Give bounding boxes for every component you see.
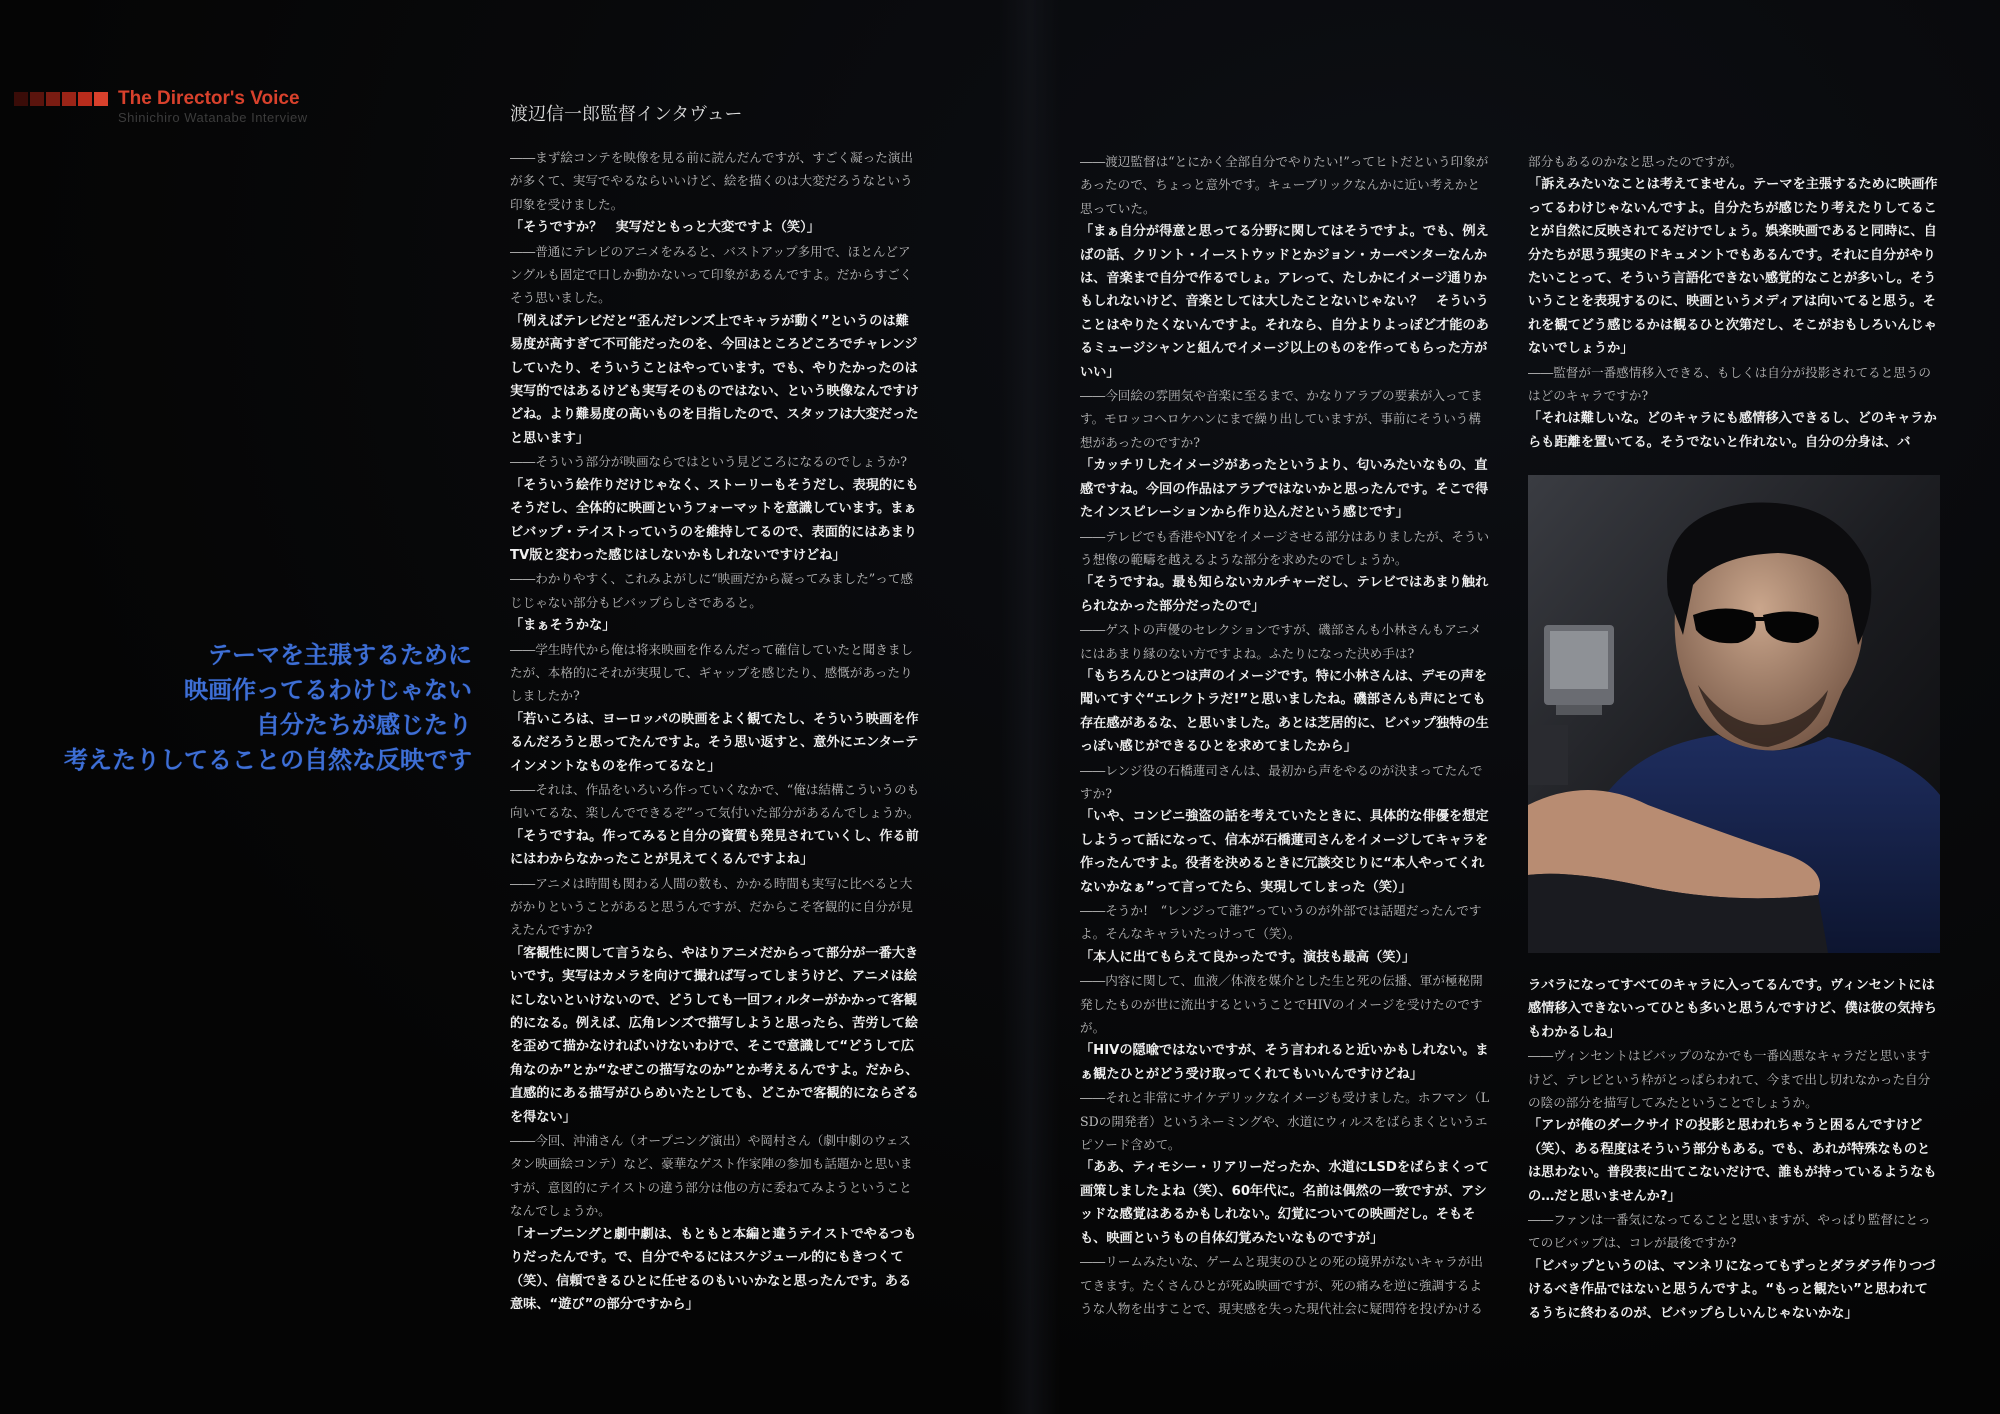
pull-quote <box>32 638 472 778</box>
interviewer-question: ――今回、沖浦さん（オープニング演出）や岡村さん（劇中劇のウェスタン映画絵コンテ）など、豪華なゲスト作家陣の参加も話題かと思いますが、意図的にテイストの違う部分は他の方に委ねてみようということなんでしょうか。 <box>510 1133 913 1219</box>
interviewer-question: ――リームみたいな、ゲームと現実のひとの死の境界がないキャラが出てきます。たくさんひとが死ぬ映画ですが、死の痛みを逆に強調するような人物を出すことで、現実感を失った現代社会に疑問符を投げかける <box>1080 1254 1483 1316</box>
interviewer-question: ――テレビでも香港やNYをイメージさせる部分はありましたが、そういう想像の範疇を越えるような部分を求めたのでしょうか。 <box>1080 528 1490 567</box>
director-answer: 「訴えみたいなことは考えてません。テーマを主張するために映画作ってるわけじゃないんですよ。自分たちが感じたり考えたりしてることが自然に反映されてるだけでしょう。娯楽映画であると同時に、自分たちが思う現実のドキュメントでもあるんです。それに自分がやりたいことって、そういう言語化できない感覚的なことが多いし。そういうことを表現するのに、映画というメディアは向いてると思う。それを観てどう感じるかは観るひと次第だし、そこがおもしろいんじゃないでしょうか」 <box>1528 177 1938 357</box>
header-square <box>78 92 92 106</box>
director-answer: 「いや、コンビニ強盗の話を考えていたときに、具体的な俳優を想定しようって話になって、信本が石橋蓮司さんをイメージしてキャラを作ったんですよ。役者を決めるときに冗談交じりに“本人やってくれないかなぁ”って言ってたら、実現してしまった（笑）」 <box>1080 809 1489 895</box>
interviewer-question: ――ゲストの声優のセレクションですが、磯部さんも小林さんもアニメにはあまり縁のない方ですよね。ふたりになった決め手は? <box>1080 622 1482 661</box>
interviewer-question: ――そうか! “レンジって誰?”っていうのが外部では話題だったんですよ。そんなキャラいたっけって（笑）。 <box>1080 903 1482 942</box>
header-square <box>94 92 108 106</box>
section-title: The Director's Voice <box>118 88 300 109</box>
article-column-3 <box>1528 150 1940 454</box>
pull-quote-line: 考えたりしてることの自然な反映です <box>64 746 472 774</box>
director-answer: 「客観性に関して言うなら、やはりアニメだからって部分が一番大きいです。実写はカメラを向けて撮れば写ってしまうけど、アニメは絵にしないといけないので、どうしても一回フィルターがかかって客観的になる。例えば、広角レンズで描写しようと思ったら、苦労して絵を歪めて描かなければいけないわけで、そこで意識して“どうして広角なのか”とか“なぜこの描写なのか”とか考えるんですよ。だから、直感的にある描写がひらめいたとしても、どこかで客観的にならざるを得ない」 <box>510 945 919 1125</box>
interviewer-question: 部分もあるのかなと思ったのですが。 <box>1528 154 1743 169</box>
header-square <box>46 92 60 106</box>
interviewer-question: ――渡辺監督は“とにかく全部自分でやりたい!”ってヒトだという印象があったので、ちょっと意外です。キューブリックなんかに近い考えかと思っていた。 <box>1080 154 1489 216</box>
interviewer-question: ――ファンは一番気になってることと思いますが、やっぱり監督にとってのビバップは、コレが最後ですか? <box>1528 1212 1931 1251</box>
interviewer-question: ――普通にテレビのアニメをみると、バストアップ多用で、ほとんどアングルも固定で口しか動かないって印象があるんですよ。だからすごくそう思いました。 <box>510 243 913 306</box>
page-gutter <box>1000 0 1060 1414</box>
interviewer-question: ――それは、作品をいろいろ作っていくなかで、“俺は結構こういうのも向いてるな、楽しんでできるぞ”って気付いた部分があるんでしょうか。 <box>510 781 920 821</box>
interviewer-question: ――まず絵コンテを映像を見る前に読んだんですが、すごく凝った演出が多くて、実写でやるならいいけど、絵を描くのは大変だろうなという印象を受けました。 <box>510 150 913 212</box>
director-answer: 「カッチリしたイメージがあったというより、匂いみたいなもの、直感ですね。今回の作品はアラブではないかと思ったんです。そこで得たインスピレーションから作り込んだという感じです」 <box>1080 458 1489 521</box>
director-photo-illustration <box>1528 475 1940 953</box>
article-title: 渡辺信一郎監督インタヴュー <box>510 104 743 125</box>
pull-quote-line: 映画作ってるわけじゃない <box>184 676 472 704</box>
director-answer: 「アレが俺のダークサイドの投影と思われちゃうと困るんですけど（笑）、ある程度はそういう部分もある。でも、あれが特殊なものとは思わない。普段表に出てこないだけで、誰もが持っているようなもの…だと思いませんか?」 <box>1528 1118 1937 1204</box>
header-square <box>14 92 28 106</box>
interviewer-question: ――内容に関して、血液／体液を媒介とした生と死の伝播、軍が極秘開発したものが世に流出するということでHIVのイメージを受けたのですが。 <box>1080 973 1483 1036</box>
director-answer: 「それは難しいな。どのキャラにも感情移入できるし、どのキャラからも距離を置いてる。そうでないと作れない。自分の分身は、バ <box>1528 411 1937 450</box>
interviewer-question: ――ヴィンセントはビバップのなかでも一番凶悪なキャラだと思いますけど、テレビという枠がとっぱらわれて、今まで出し切れなかった自分の陰の部分を描写してみたということでしょうか。 <box>1528 1048 1931 1111</box>
director-answer: 「そうですか？ 実写だともっと大変ですよ（笑）」 <box>510 220 820 236</box>
interviewer-question: ――そういう部分が映画ならではという見どころになるのでしょうか? <box>510 454 908 470</box>
pull-quote-line: 自分たちが感じたり <box>256 711 472 739</box>
interviewer-question: ――アニメは時間も関わる人間の数も、かかる時間も実写に比べると大がかりということがあると思うんですが、だからこそ客観的に自分が見えたんですか? <box>510 875 913 938</box>
interviewer-question: ――今回絵の雰囲気や音楽に至るまで、かなりアラブの要素が入ってます。モロッコへロケハンにまで繰り出していますが、事前にそういう構想があったのですか? <box>1080 388 1483 450</box>
header-square <box>30 92 44 106</box>
director-answer: 「まぁ自分が得意と思ってる分野に関してはそうですよ。でも、例えばの話、クリント・イーストウッドとかジョン・カーペンターなんかは、音楽まで自分で作るでしょ。アレって、たしかにイメージ通りかもしれないけど、音楽としては大したことないじゃない？ そういうことはやりたくないんですよ。それなら、自分よりよっぽど才能のあるミュージシャンと組んでイメージ以上のものを作ってもらった方がいい」 <box>1080 224 1489 380</box>
interviewer-question: ――学生時代から俺は将来映画を作るんだって確信していたと聞きましたが、本格的にそれが実現して、ギャップを感じたり、感慨があったりしましたか? <box>510 641 913 704</box>
director-answer: 「オープニングと劇中劇は、もともと本編と違うテイストでやるつもりだったんです。で、自分でやるにはスケジュール的にもきつくて（笑）、信頼できるひとに任せるのもいいかなと思ったんです。ある意味、“遊び”の部分ですから」 <box>510 1226 917 1312</box>
director-answer: 「HIVの隠喩ではないですが、そう言われると近いかもしれない。まぁ観たひとがどう受け取ってくれてもいいんですけどね」 <box>1080 1043 1489 1082</box>
director-answer: 「もちろんひとつは声のイメージです。特に小林さんは、デモの声を聞いてすぐ“エレクトラだ!”と思いましたね。磯部さんも声にとても存在感があるな、と思いました。あとは芝居的に、ビバップ独特の生っぽい感じができるひとを求めてましたから」 <box>1080 668 1489 755</box>
section-subtitle: Shinichiro Watanabe Interview <box>118 110 308 125</box>
director-answer: 「若いころは、ヨーロッパの映画をよく観てたし、そういう映画を作るんだろうと思ってたんですよ。そう思い返すと、意外にエンターテインメントなものを作ってるなと」 <box>510 711 919 774</box>
article-column-1 <box>510 146 920 1316</box>
director-photo <box>1528 475 1940 953</box>
pull-quote-line: テーマを主張するために <box>208 641 472 669</box>
article-column-2 <box>1080 150 1490 1320</box>
header-squares <box>14 92 110 106</box>
director-answer: 「例えばテレビだと“歪んだレンズ上でキャラが動く”というのは難易度が高すぎて不可能だったのを、今回はところどころでチャレンジしていたり、そういうことはやっています。でも、やりたかったのは実写的ではあるけども実写そのものではない、という映像なんですけどね。より難易度の高いものを目指したので、スタッフは大変だったと思います」 <box>510 313 919 446</box>
director-answer: 「そうですね。最も知らないカルチャーだし、テレビではあまり触れられなかった部分だったので」 <box>1080 575 1489 614</box>
director-answer: 「ああ、ティモシー・リアリーだったか、水道にLSDをばらまくって画策しましたよね（笑）、60年代に。名前は偶然の一致ですが、アシッドな感覚はあるかもしれない。幻覚についての映画だし。そもそも、映画というもの自体幻覚みたいなものですが」 <box>1080 1160 1489 1246</box>
article-column-3-continued <box>1528 974 1940 1325</box>
header-square <box>62 92 76 106</box>
section-header <box>14 90 374 130</box>
director-answer: 「そうですね。作ってみると自分の資質も発見されていくし、作る前にはわからなかったことが見えてくるんですよね」 <box>510 828 919 868</box>
director-answer: 「本人に出てもらえて良かったです。演技も最高（笑）」 <box>1080 949 1416 965</box>
interviewer-question: ――わかりやすく、これみよがしに“映画だから凝ってみました”って感じじゃない部分もビバップらしさであると。 <box>510 571 914 610</box>
interviewer-question: ――それと非常にサイケデリックなイメージも受けました。ホフマン（LSDの開発者）というネーミングや、水道にウィルスをばらまくというエピソード含めて。 <box>1080 1090 1490 1153</box>
director-answer: 「まぁそうかな」 <box>510 618 616 634</box>
director-answer: 「そういう絵作りだけじゃなく、ストーリーもそうだし、表現的にもそうだし、全体的に映画というフォーマットを意識しています。まぁビバップ・テイストっていうのを維持してるので、表面的にはあまりTV版と変わった感じはしないかもしれないですけどね」 <box>510 477 919 563</box>
interviewer-question: ――監督が一番感情移入できる、もしくは自分が投影されてると思うのはどのキャラですか? <box>1528 364 1931 404</box>
director-answer: ラバラになってすべてのキャラに入ってるんです。ヴィンセントには感情移入できないってひとも多いと思うんですけど、僕は彼の気持ちもわかるしね」 <box>1528 978 1937 1040</box>
director-answer: 「ビバップというのは、マンネリになってもずっとダラダラ作りつづけるべき作品ではないと思うんですよ。“もっと観たい”と思われてるうちに終わるのが、ビバップらしいんじゃないかな」 <box>1528 1258 1936 1321</box>
interviewer-question: ――レンジ役の石橋蓮司さんは、最初から声をやるのが決まってたんですか? <box>1080 762 1483 801</box>
